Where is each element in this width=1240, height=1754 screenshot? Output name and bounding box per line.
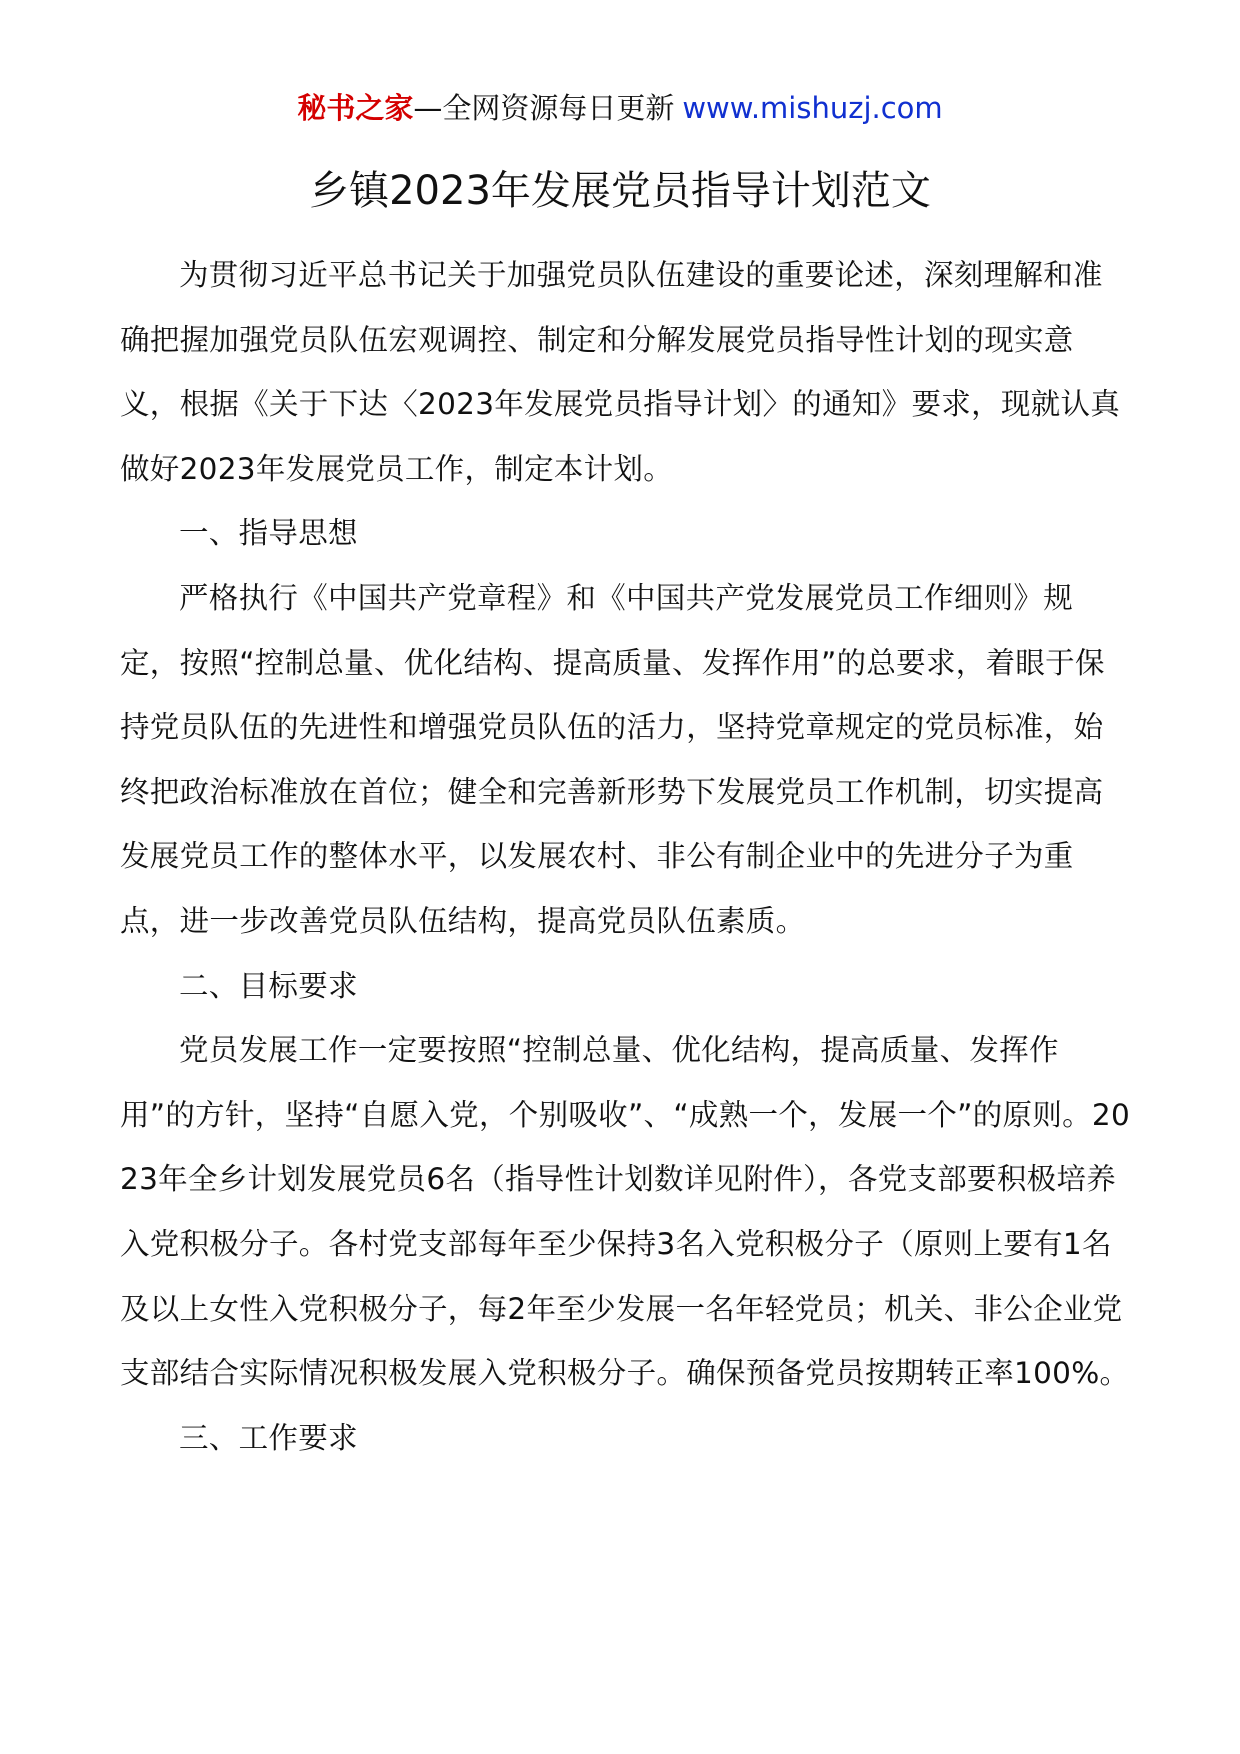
- document-title: 乡镇2023年发展党员指导计划范文: [309, 168, 931, 214]
- site-brand: 秘书之家: [297, 91, 414, 125]
- site-tagline: —全网资源每日更新: [413, 91, 675, 125]
- target-requirements-paragraph: 党员发展工作一定要按照“控制总量、优化结构，提高质量、发挥作用”的方针，坚持“自愿入党，个别吸收”、“成熟一个，发展一个”的原则。2023年全乡计划发展党员6名（指导性计划数详见附件），各党支部要积极培养入党积极分子。各村党支部每年至少保持3名入党积极分子（原则上要有1名及以上女性入党积极分子，每2年至少发展一名年轻党员；机关、非公企业党支部结合实际情况积极发展入党积极分子。确保预备党员按期转正率100%。: [120, 1033, 1131, 1391]
- section-heading-work-requirements: 三、工作要求: [179, 1420, 358, 1455]
- guiding-thought-paragraph: 严格执行《中国共产党章程》和《中国共产党发展党员工作细则》规定，按照“控制总量、优化结构、提高质量、发挥作用”的总要求，着眼于保持党员队伍的先进性和增强党员队伍的活力，坚持党章规定的党员标准，始终把政治标准放在首位；健全和完善新形势下发展党员工作机制，切实提高发展党员工作的整体水平，以发展农村、非公有制企业中的先进分子为重点，进一步改善党员队伍结构，提高党员队伍素质。: [120, 580, 1105, 938]
- site-header: [0, 88, 1240, 128]
- site-url-link[interactable]: www.mishuzj.com: [682, 91, 943, 125]
- document-body: [120, 243, 1132, 1470]
- intro-paragraph: 为贯彻习近平总书记关于加强党员队伍建设的重要论述，深刻理解和准确把握加强党员队伍宏观调控、制定和分解发展党员指导性计划的现实意义，根据《关于下达〈2023年发展党员指导计划〉的通知》要求，现就认真做好2023年发展党员工作，制定本计划。: [120, 258, 1121, 486]
- section-heading-guiding-thought: 一、指导思想: [179, 516, 358, 551]
- section-heading-target-requirements: 二、目标要求: [179, 968, 358, 1003]
